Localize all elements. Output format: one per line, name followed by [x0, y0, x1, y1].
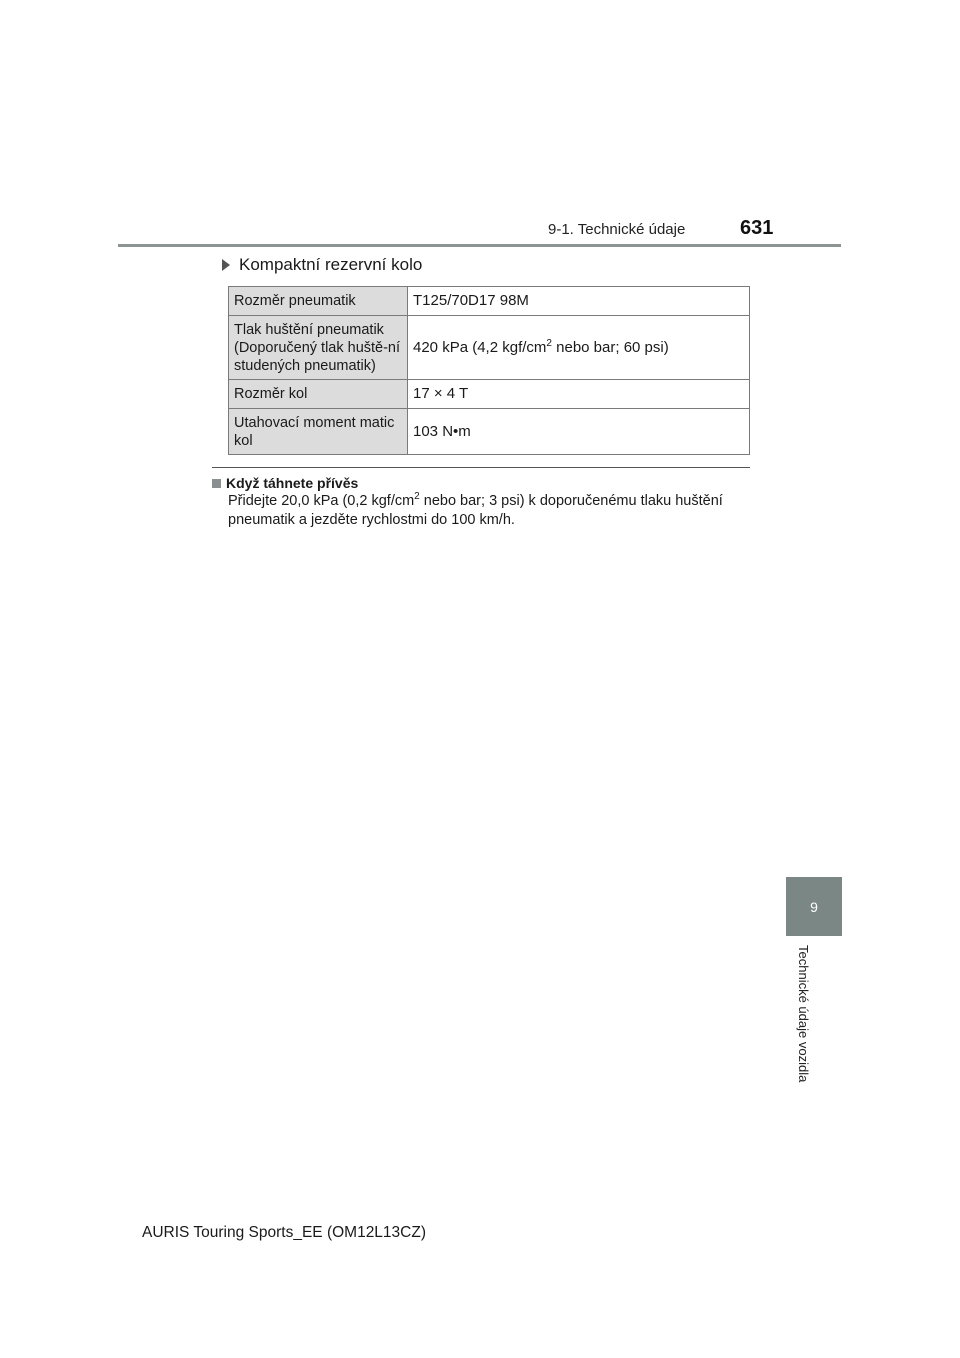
note-text: nebo bar; 3 psi) k doporučenému tlaku huštění pneumatik a jezděte rychlostmi do 100 km/h.: [228, 493, 723, 528]
note-divider: [212, 467, 750, 468]
spec-table: [228, 286, 750, 455]
page-number: 631: [740, 217, 774, 239]
table-value-cell: 103 N•m: [408, 409, 750, 455]
table-label-cell: Rozměr kol: [229, 380, 408, 409]
table-row: [229, 409, 750, 455]
table-label-cell: Tlak huštění pneumatik (Doporučený tlak huště-ní studených pneumatik): [229, 316, 408, 380]
table-label-cell: Rozměr pneumatik: [229, 287, 408, 316]
header-divider: [118, 244, 841, 247]
table-row: [229, 316, 750, 380]
note-title-text: Když táhnete přívěs: [226, 475, 359, 491]
note-body: [228, 492, 758, 530]
triangle-bullet-icon: [222, 259, 230, 271]
table-value-cell: 17 × 4 T: [408, 380, 750, 409]
subheading-text: Kompaktní rezervní kolo: [239, 255, 423, 274]
value-text: 420 kPa (4,2 kgf/cm: [413, 338, 547, 356]
table-row: [229, 287, 750, 316]
table-value-cell: [408, 316, 750, 380]
superscript: 2: [546, 337, 552, 349]
square-bullet-icon: [212, 479, 221, 488]
subheading: [222, 255, 422, 275]
header-section-title: 9-1. Technické údaje: [548, 221, 686, 238]
table-value-cell: T125/70D17 98M: [408, 287, 750, 316]
superscript: 2: [414, 491, 420, 503]
chapter-number: 9: [810, 898, 818, 915]
note-heading: [212, 475, 358, 491]
table-row: [229, 380, 750, 409]
footer-model-code: AURIS Touring Sports_EE (OM12L13CZ): [142, 1224, 426, 1241]
chapter-tab: [786, 877, 842, 936]
chapter-side-title: Technické údaje vozidla: [796, 945, 811, 1083]
table-label-cell: Utahovací moment matic kol: [229, 409, 408, 455]
note-text: Přidejte 20,0 kPa (0,2 kgf/cm: [228, 493, 415, 509]
value-text: nebo bar; 60 psi): [551, 338, 669, 356]
